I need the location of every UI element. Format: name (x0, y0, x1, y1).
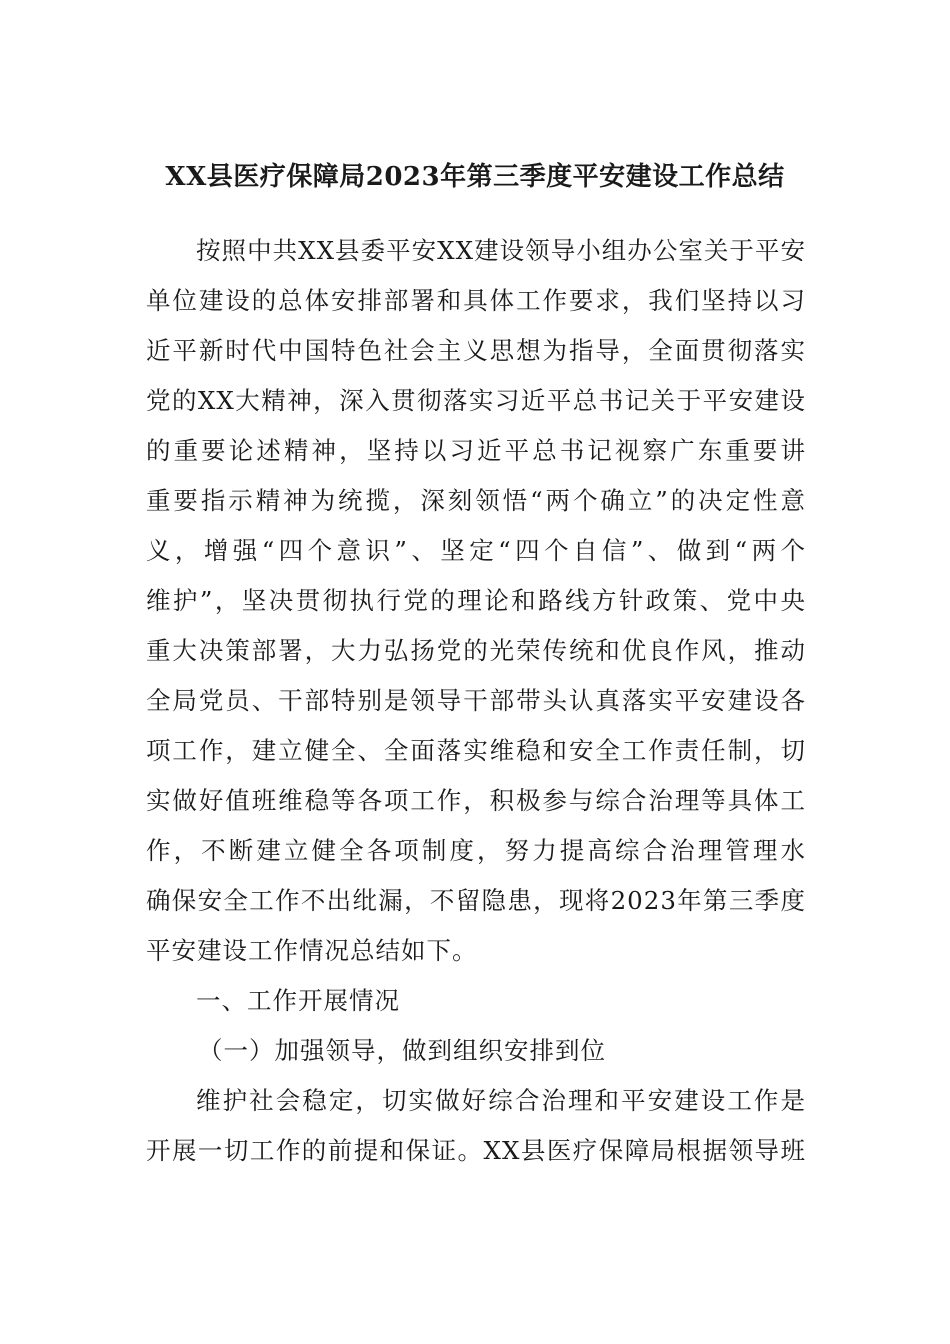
paragraph-line: 维护社会稳定，切实做好综合治理和平安建设工作是 (196, 1086, 806, 1115)
paragraph-line: 党的XX大精神，深入贯彻落实习近平总书记关于平安建设 (146, 386, 806, 415)
paragraph-line: 近平新时代中国特色社会主义思想为指导，全面贯彻落实 (146, 336, 806, 365)
subsection-heading: （一）加强领导，做到组织安排到位 (198, 1036, 606, 1065)
paragraph-line: 重要指示精神为统揽，深刻领悟“两个确立”的决定性意 (146, 486, 806, 515)
paragraph-line: 平安建设工作情况总结如下。 (146, 936, 478, 965)
paragraph-line: 单位建设的总体安排部署和具体工作要求，我们坚持以习 (146, 286, 806, 315)
paragraph-line: 重大决策部署，大力弘扬党的光荣传统和优良作风，推动 (146, 636, 806, 665)
paragraph-line: 作，不断建立健全各项制度，努力提高综合治理管理水 (146, 836, 806, 865)
paragraph-line: 按照中共XX县委平安XX建设领导小组办公室关于平安 (196, 236, 806, 265)
paragraph-line: 全局党员、干部特别是领导干部带头认真落实平安建设各 (146, 686, 806, 715)
paragraph-line: 维护”，坚决贯彻执行党的理论和路线方针政策、党中央 (146, 586, 806, 615)
paragraph-line: 项工作，建立健全、全面落实维稳和安全工作责任制，切 (146, 736, 806, 765)
section-heading: 一、工作开展情况 (196, 986, 400, 1015)
paragraph-line: 义，增强“四个意识”、坚定“四个自信”、做到“两个 (146, 536, 806, 565)
paragraph-line: 开展一切工作的前提和保证。XX县医疗保障局根据领导班 (146, 1136, 806, 1165)
paragraph-line: 的重要论述精神，坚持以习近平总书记视察广东重要讲 (146, 436, 806, 465)
paragraph-line: 确保安全工作不出纰漏，不留隐患，现将2023年第三季度 (146, 886, 806, 915)
document-title: XX县医疗保障局2023年第三季度平安建设工作总结 (165, 162, 785, 192)
document-body (146, 226, 806, 1176)
paragraph-line: 实做好值班维稳等各项工作，积极参与综合治理等具体工 (146, 786, 806, 815)
